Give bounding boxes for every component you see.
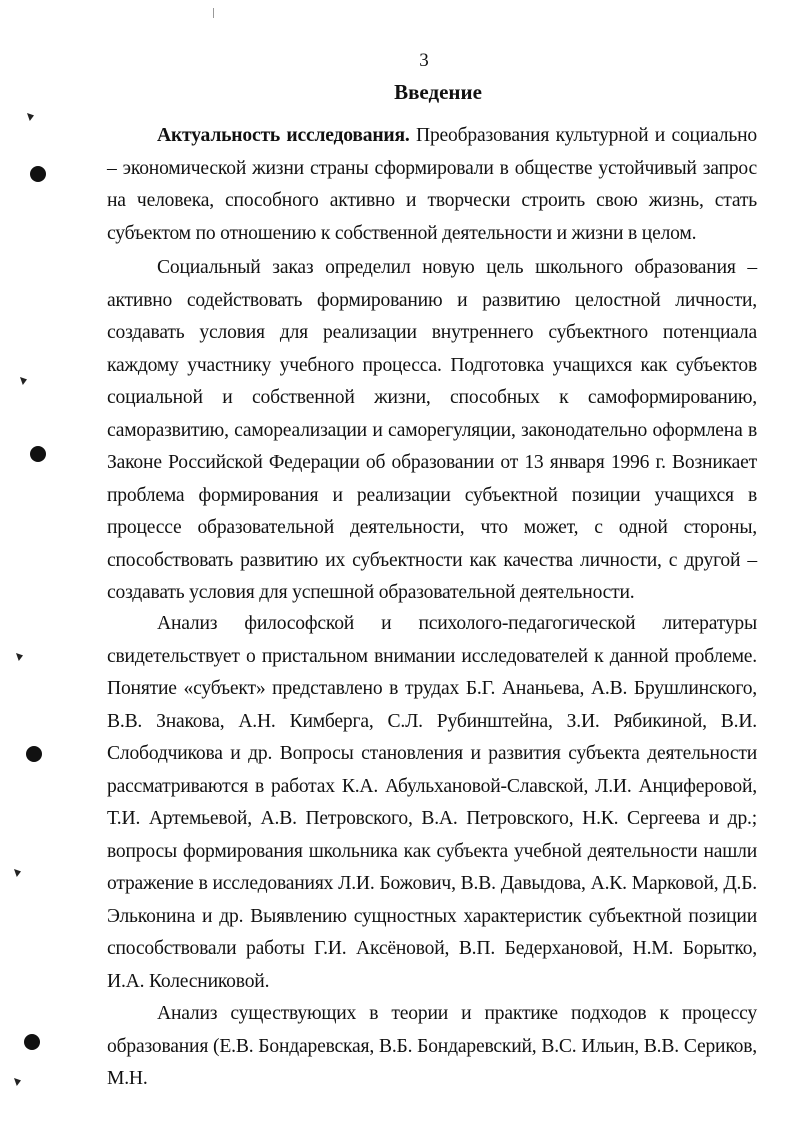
paragraph-literature-analysis: Анализ философской и психолого-педагогической литературы свидетельствует о пристальном внимании исследователей к данной проблеме. Понятие «субъект» представлено в трудах Б.Г. Ананьева, А.В. Брушлинского, В.В. Знакова, А.Н. Кимберга, С.Л. Рубинштейна, З.И. Рябикиной, В.И. Слободчикова и др. Вопросы становления и развития субъекта деятельности рассматриваются в работах К.А. Абульхановой-Славской, Л.И. Анциферовой, Т.И. Артемьевой, А.В. Петровского, В.А. Петровского, Н.К. Сергеева и др.; вопросы формирования школьника как субъекта учебной деятельности нашли отражение в исследованиях Л.И. Божович, В.В. Давыдова, А.К. Марковой, Д.Б. Эльконина и др. Выявлению сущностных характеристик субъектной позиции способствовали работы Г.И. Аксёновой, В.П. Бедерхановой, Н.М. Борытко, И.А. Колесниковой. xyxy=(107,613,757,992)
paragraph-text: Преобразования культурной и социально – экономической жизни страны сформировали в обществе устойчивый запрос на человека, способного активно и творчески строить свою жизнь, стать субъектом по отношению к собственной деятельности и жизни в целом. xyxy=(107,125,757,244)
paragraph-lead: Актуальность исследования. xyxy=(157,125,410,146)
scan-mark xyxy=(14,1078,21,1086)
binder-hole xyxy=(30,166,46,182)
binder-hole xyxy=(26,746,42,762)
scan-mark xyxy=(20,377,27,385)
paragraph-relevance xyxy=(107,120,757,250)
paragraph-approaches-analysis: Анализ существующих в теории и практике подходов к процессу образования (Е.В. Бондаревская, В.Б. Бондаревский, В.С. Ильин, В.В. Сериков, М.Н. xyxy=(107,1003,757,1089)
scan-edge-mark xyxy=(213,8,214,18)
page-title: Введение xyxy=(394,80,482,104)
binder-hole xyxy=(24,1034,40,1050)
binder-hole xyxy=(30,446,46,462)
scan-mark xyxy=(16,653,23,661)
scan-mark xyxy=(14,869,21,877)
scan-mark xyxy=(27,113,34,121)
paragraph-social-order: Социальный заказ определил новую цель школьного образования – активно содействовать формированию и развитию целостной личности, создавать условия для реализации внутреннего субъектного потенциала каждому участнику учебного процесса. Подготовка учащихся как субъектов социальной и собственной жизни, способных к самоформированию, саморазвитию, самореализации и саморегуляции, законодательно оформлена в Законе Российской Федерации об образовании от 13 января 1996 г. Возникает проблема формирования и реализации субъектной позиции учащихся в процессе образовательной деятельности, что может, с одной стороны, способствовать развитию их субъектности как качества личности, с другой – создавать условия для успешной образовательной деятельности. xyxy=(107,257,757,603)
page-number: 3 xyxy=(419,50,429,71)
